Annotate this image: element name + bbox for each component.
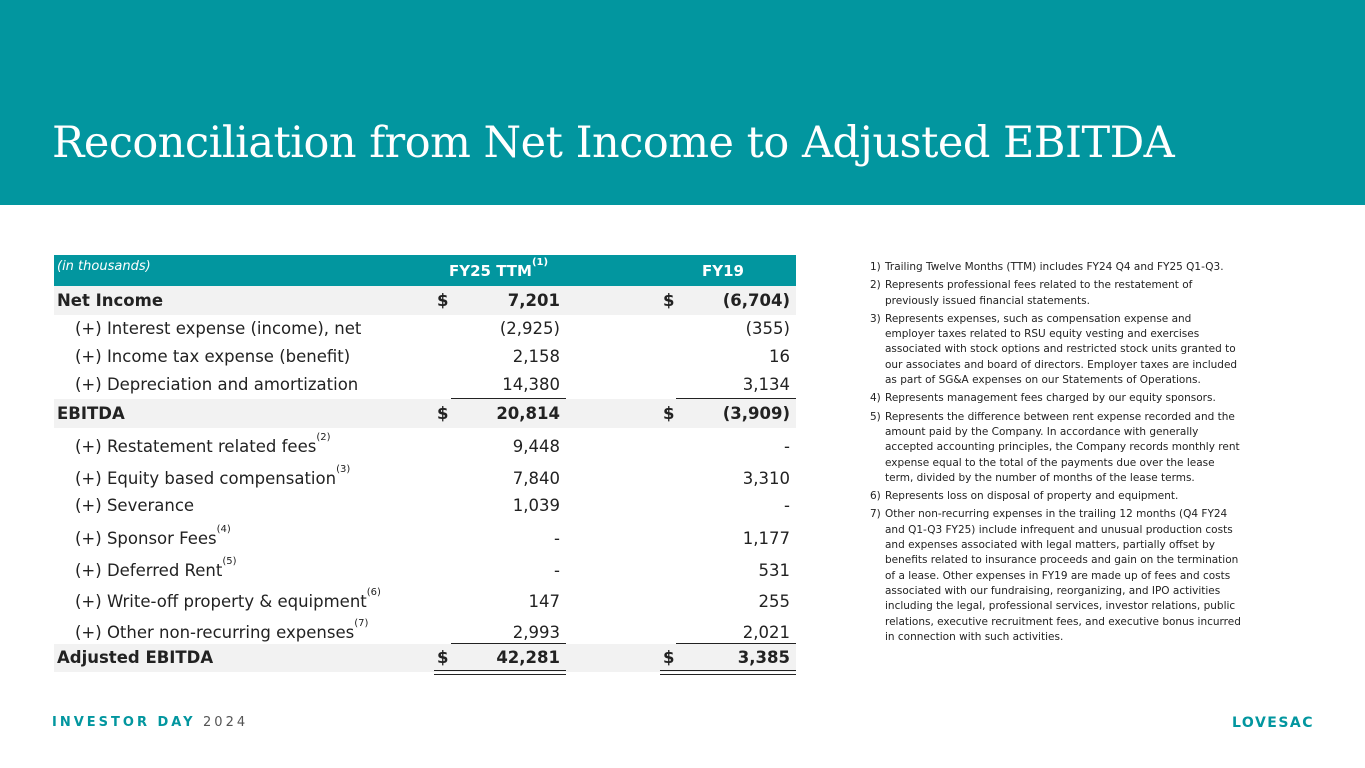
- table-row: [54, 519, 796, 552]
- fy19-value: -: [784, 437, 790, 456]
- fy19-value: (6,704): [722, 291, 790, 310]
- table-row: [54, 615, 796, 644]
- footnotes: [870, 260, 1242, 648]
- footnote-ref: (6): [366, 587, 381, 598]
- table-row: [54, 371, 796, 399]
- footnote-ref: (4): [216, 524, 231, 535]
- fy19-value: 16: [769, 347, 790, 366]
- fy25-value: 9,448: [512, 437, 560, 456]
- row-label: Adjusted EBITDA: [57, 648, 214, 667]
- currency-symbol: $: [437, 291, 449, 310]
- lovesac-logo: LOVESAC: [1232, 715, 1315, 731]
- table-row: [54, 286, 796, 315]
- fy19-value: 3,385: [737, 648, 790, 667]
- row-label: (+) Deferred Rent$^{(5)}$: [75, 556, 237, 580]
- row-label: (+) Severance: [75, 496, 195, 515]
- fy25-value: 7,201: [507, 291, 560, 310]
- event-year: 2024: [203, 715, 249, 730]
- unit-label: (in thousands): [57, 259, 151, 274]
- fy19-value: 3,310: [742, 469, 790, 488]
- table-row: [54, 644, 796, 672]
- footnote-ref: (2): [316, 432, 331, 443]
- footnote-item: [870, 507, 1242, 645]
- footnote-ref: (7): [354, 618, 369, 629]
- reconciliation-table: [54, 255, 796, 672]
- row-label: (+) Depreciation and amortization: [75, 375, 359, 394]
- table-row: [54, 428, 796, 460]
- table-row: [54, 492, 796, 519]
- title-banner: [0, 0, 1365, 205]
- footnote-text: Represents loss on disposal of property and equipment.: [885, 490, 1179, 503]
- footnote-item: [870, 391, 1242, 406]
- table-row: [54, 315, 796, 343]
- fy19-value: 255: [758, 592, 790, 611]
- fy19-value: (3,909): [722, 404, 790, 423]
- footnote-number: 2): [870, 279, 881, 292]
- currency-symbol: $: [663, 291, 675, 310]
- fy25-value: (2,925): [499, 319, 560, 338]
- fy25-value: 2,158: [512, 347, 560, 366]
- row-label: EBITDA: [57, 404, 125, 423]
- fy25-value: 7,840: [512, 469, 560, 488]
- footnote-number: 5): [870, 410, 881, 423]
- footnote-item: [870, 260, 1242, 275]
- event-name: INVESTOR DAY: [52, 715, 196, 730]
- footnote-item: [870, 312, 1242, 388]
- total-double-rule: [434, 670, 566, 675]
- table-row: [54, 343, 796, 371]
- footnote-text: Other non-recurring expenses in the trailing 12 months (Q4 FY24 and Q1-Q3 FY25) include infrequent and unusual production costs and expenses associated with legal matters, partially offset by benefits related to insurance proceeds and gain on the termination of a lease. Other expenses in FY19 are made up of fees and costs associated with our fundraising, reorganizing, and IPO activities including the legal, professional services, investor relations, public relations, executive recruitment fees, and executive bonus incurred in connection with such activities.: [885, 508, 1241, 643]
- page-title: Reconciliation from Net Income to Adjusted EBITDA: [52, 118, 1175, 168]
- footnote-text: Represents professional fees related to the restatement of previously issued financial statements.: [885, 279, 1193, 307]
- footnote-ref: (3): [336, 464, 351, 475]
- fy25-value: 20,814: [496, 404, 560, 423]
- table-row: [54, 460, 796, 492]
- table-row: [54, 552, 796, 583]
- currency-symbol: $: [663, 648, 675, 667]
- footnote-text: Represents the difference between rent expense recorded and the amount paid by the Company. In accordance with generally accepted accounting principles, the Company records monthly rent expense equal to the total of the payments due over the lease term, divided by the number of months of the lease terms.: [885, 410, 1240, 484]
- footnote-number: 4): [870, 392, 881, 405]
- row-label: (+) Write-off property & equipment$^{(6)}$: [75, 587, 381, 611]
- row-label: (+) Equity based compensation$^{(3)}$: [75, 464, 351, 488]
- event-footer: [52, 715, 248, 730]
- footnote-text: Trailing Twelve Months (TTM) includes FY24 Q4 and FY25 Q1-Q3.: [885, 261, 1224, 273]
- row-label: (+) Other non-recurring expenses$^{(7)}$: [75, 618, 369, 642]
- fy25-value: 1,039: [512, 496, 560, 515]
- row-label: (+) Sponsor Fees$^{(4)}$: [75, 524, 231, 548]
- fy25-value: 2,993: [512, 623, 560, 642]
- footnote-number: 1): [870, 261, 881, 273]
- fy19-value: 3,134: [742, 375, 790, 394]
- footnote-item: [870, 489, 1242, 504]
- footnote-item: [870, 410, 1242, 486]
- row-label: (+) Income tax expense (benefit): [75, 347, 351, 366]
- total-double-rule: [660, 670, 796, 675]
- row-label: Net Income: [57, 291, 164, 310]
- col-header-fy25: FY25 TTM$^{(1)}$: [449, 257, 549, 280]
- footnote-text: Represents expenses, such as compensation expense and employer taxes related to RSU equity vesting and exercises associated with stock options and restricted stock units granted to our associates and board of directors. Employer taxes are included as part of SG&A expenses on our Statements of Operations.: [885, 312, 1238, 387]
- table-header: [54, 255, 796, 286]
- fy19-value: 2,021: [742, 623, 790, 642]
- fy19-value: 1,177: [742, 529, 790, 548]
- footnote-number: 3): [870, 312, 881, 325]
- fy25-value: 14,380: [502, 375, 560, 394]
- fy25-value: 147: [528, 592, 560, 611]
- footnote-text: Represents management fees charged by our equity sponsors.: [885, 392, 1216, 405]
- footnote-item: [870, 278, 1242, 309]
- footnote-ref: (5): [222, 556, 237, 567]
- fy19-value: -: [784, 496, 790, 515]
- row-label: (+) Interest expense (income), net: [75, 319, 362, 338]
- fy25-value: -: [554, 529, 560, 548]
- currency-symbol: $: [663, 404, 675, 423]
- row-label: (+) Restatement related fees$^{(2)}$: [75, 432, 331, 456]
- fy25-value: 42,281: [496, 648, 560, 667]
- footnote-number: 6): [870, 490, 881, 503]
- currency-symbol: $: [437, 648, 449, 667]
- fy25-value: -: [554, 561, 560, 580]
- table-row: [54, 399, 796, 428]
- currency-symbol: $: [437, 404, 449, 423]
- fy19-value: 531: [758, 561, 790, 580]
- table-row: [54, 583, 796, 615]
- col-header-fy19: FY19: [702, 262, 744, 280]
- footnote-number: 7): [870, 508, 881, 521]
- fy19-value: (355): [745, 319, 790, 338]
